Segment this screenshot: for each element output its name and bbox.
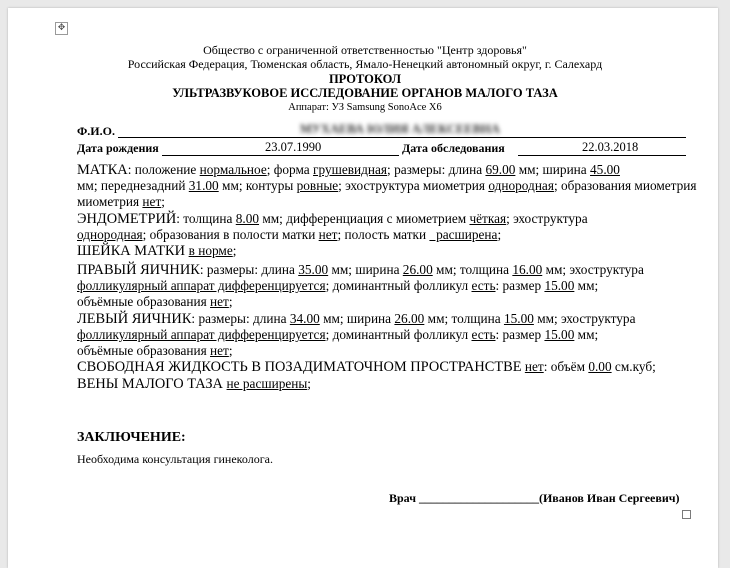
left-ovary-masses: нет [210, 343, 229, 358]
fio-underline [118, 137, 686, 138]
right-ovary-line-3: объёмные образования нет; [77, 294, 233, 309]
right-ovary-size: 15.00 [544, 278, 575, 293]
uterus-line-1: МАТКА: положение нормальное; форма грушевидная; размеры: длина 69.00 мм; ширина 45.00 [77, 162, 620, 178]
doc-type: ПРОТОКОЛ [328, 72, 402, 86]
free-fluid-line: СВОБОДНАЯ ЖИДКОСТЬ В ПОЗАДИМАТОЧНОМ ПРОСТРАНСТВЕ нет: объём 0.00 см.куб; [77, 359, 656, 375]
uterus-width: 45.00 [590, 162, 620, 177]
signature-blank: ____________________ [418, 491, 539, 505]
device-info: Аппарат: УЗ Samsung SonoAce X6 [288, 102, 442, 113]
uterus-line-2: мм; переднезадний 31.00 мм; контуры ровные; эхоструктура миометрия однородная; образования миометрия [77, 178, 697, 193]
uterus-position: нормальное [199, 162, 267, 177]
birth-date-label: Дата рождения [77, 141, 159, 155]
exam-date-value: 22.03.2018 [582, 140, 639, 154]
left-ovary-line-3: объёмные образования нет; [77, 343, 233, 358]
conclusion-text: Необходима консультация гинеколога. [77, 452, 273, 466]
resize-handle-icon[interactable] [682, 510, 691, 519]
uterus-echo: однородная [488, 178, 554, 193]
uterus-contours: ровные [296, 178, 339, 193]
uterus-line-3: миометрия нет; [77, 194, 165, 209]
left-ovary-thickness: 15.00 [503, 311, 534, 326]
doc-title: УЛЬТРАЗВУКОВОЕ ИССЛЕДОВАНИЕ ОРГАНОВ МАЛОГО ТАЗА [172, 86, 558, 100]
table-move-handle-icon[interactable]: ✥ [55, 22, 68, 35]
uterus-masses: нет [142, 194, 162, 209]
fio-label: Ф.И.О. [77, 124, 115, 138]
doctor-name: (Иванов Иван Сергеевич) [538, 491, 680, 505]
endometrium-diff: чёткая [469, 211, 507, 226]
endometrium-thickness: 8.00 [235, 211, 260, 226]
cervix-value: в норме [188, 243, 233, 258]
uterus-ap: 31.00 [188, 178, 219, 193]
endometrium-masses: нет [318, 227, 338, 242]
conclusion-title: ЗАКЛЮЧЕНИЕ: [77, 430, 186, 445]
org-address: Российская Федерация, Тюменская область, Ямало-Ненецкий автономный округ, г. Салехард [127, 57, 603, 71]
birth-date-value: 23.07.1990 [265, 140, 322, 154]
signature-line: Врач ____________________(Иванов Иван Сергеевич) [389, 491, 680, 505]
uterus-length: 69.00 [485, 162, 516, 177]
left-ovary-length: 34.00 [289, 311, 320, 326]
endometrium-line-2: однородная; образования в полости матки нет; полость матки расширена; [77, 227, 502, 242]
left-ovary-dominant: есть [471, 327, 496, 342]
endometrium-line-1: ЭНДОМЕТРИЙ: толщина 8.00 мм; дифференциация с миометрием чёткая; эхоструктура [77, 211, 588, 227]
uterus-shape: грушевидная [313, 162, 388, 177]
left-ovary-follicular: фолликулярный аппарат дифференцируется [77, 327, 326, 342]
right-ovary-follicular: фолликулярный аппарат дифференцируется [77, 278, 326, 293]
left-ovary-line-1: ЛЕВЫЙ ЯИЧНИК: размеры: длина 34.00 мм; ширина 26.00 мм; толщина 15.00 мм; эхоструктура [77, 311, 636, 327]
endometrium-echo: однородная [77, 227, 143, 242]
org-name: Общество с ограниченной ответственностью "Центр здоровья" [203, 43, 527, 57]
endometrium-cavity: расширена [429, 227, 498, 242]
patient-name: МУХАЕВА ЮЛИЯ АЛЕКСЕЕВНА [300, 122, 500, 136]
exam-date-underline [518, 155, 686, 156]
right-ovary-thickness: 16.00 [512, 262, 543, 277]
left-ovary-width: 26.00 [394, 311, 425, 326]
cervix-line: ШЕЙКА МАТКИ в норме; [77, 243, 237, 259]
right-ovary-line-2: фолликулярный аппарат дифференцируется; доминантный фолликул есть: размер 15.00 мм; [77, 278, 599, 293]
pelvic-veins-line: ВЕНЫ МАЛОГО ТАЗА не расширены; [77, 376, 311, 392]
exam-date-label: Дата обследования [402, 141, 505, 155]
right-ovary-length: 35.00 [298, 262, 329, 277]
left-ovary-line-2: фолликулярный аппарат дифференцируется; доминантный фолликул есть: размер 15.00 мм; [77, 327, 599, 342]
right-ovary-masses: нет [210, 294, 229, 309]
free-fluid-volume: 0.00 [588, 359, 612, 374]
birth-date-underline [162, 155, 399, 156]
right-ovary-dominant: есть [471, 278, 496, 293]
right-ovary-line-1: ПРАВЫЙ ЯИЧНИК: размеры: длина 35.00 мм; ширина 26.00 мм; толщина 16.00 мм; эхоструктура [77, 262, 644, 278]
right-ovary-width: 26.00 [402, 262, 433, 277]
free-fluid-presence: нет [524, 359, 544, 374]
left-ovary-size: 15.00 [544, 327, 575, 342]
pelvic-veins-value: не расширены [226, 376, 308, 391]
